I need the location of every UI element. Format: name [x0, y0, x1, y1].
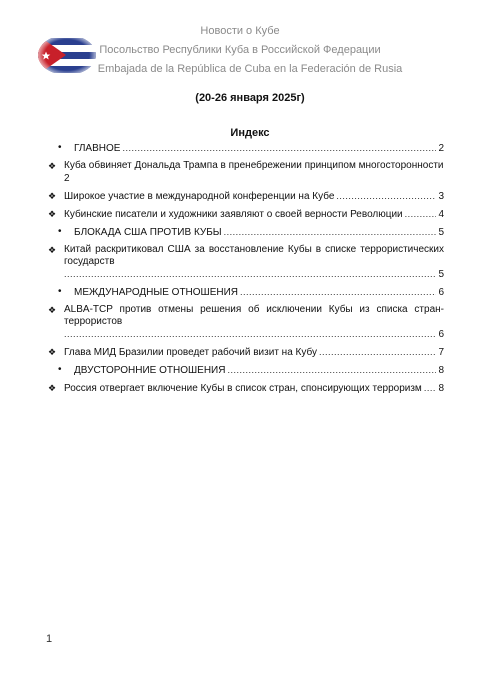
toc-section-label: МЕЖДУНАРОДНЫЕ ОТНОШЕНИЯ — [74, 287, 239, 298]
bullet-icon: • — [58, 286, 62, 297]
diamond-bullet-icon: ❖ — [48, 383, 57, 393]
toc-page-number: 3 — [438, 191, 444, 202]
toc-item[interactable] — [48, 160, 444, 185]
header-embassy-es: Embajada de la República de Cuba en la Federación de Rusia — [97, 63, 403, 75]
toc-item-label: Россия отвергает включение Кубы в список стран, спонсирующих терроризм — [64, 383, 422, 394]
diamond-bullet-icon: ❖ — [48, 305, 57, 315]
dot-leader — [319, 346, 436, 358]
toc-item[interactable] — [48, 304, 444, 341]
toc-page-number: 8 — [438, 365, 444, 376]
toc-item-label: Китай раскритиковал США за восстановление Кубы в списке террористических государств — [64, 244, 444, 267]
toc-section-label: ГЛАВНОЕ — [74, 143, 121, 154]
diamond-bullet-icon: ❖ — [48, 245, 57, 255]
toc-title: Индекс — [230, 127, 270, 139]
toc-page-number: 6 — [438, 329, 444, 340]
toc-section[interactable] — [48, 142, 444, 155]
toc-item-label: Кубинские писатели и художники заявляют о своей верности Революции — [64, 209, 403, 220]
dot-leader — [227, 364, 436, 376]
dot-leader — [240, 286, 436, 298]
dot-leader — [424, 382, 437, 394]
date-range: (20-26 января 2025г) — [195, 92, 305, 104]
dot-leader — [64, 328, 436, 340]
toc-page-number: 8 — [438, 383, 444, 394]
toc-page-number: 6 — [438, 287, 444, 298]
dot-leader — [336, 190, 436, 202]
toc-item[interactable] — [48, 382, 444, 395]
toc-section[interactable] — [48, 226, 444, 239]
table-of-contents — [48, 142, 444, 400]
toc-item-label: Широкое участие в международной конференции на Кубе — [64, 191, 335, 202]
bullet-icon: • — [58, 142, 62, 153]
toc-item[interactable] — [48, 244, 444, 281]
diamond-bullet-icon: ❖ — [48, 347, 57, 357]
bullet-icon: • — [58, 364, 62, 375]
toc-item-label: Куба обвиняет Дональда Трампа в пренебрежении принципом многосторонности — [64, 160, 444, 171]
toc-item[interactable] — [48, 208, 444, 221]
dot-leader — [64, 268, 436, 280]
toc-section-label: БЛОКАДА США ПРОТИВ КУБЫ — [74, 227, 222, 238]
toc-item-label: ALBA-TCP против отмены решения об исключении Кубы из списка стран-террористов — [64, 304, 444, 327]
diamond-bullet-icon: ❖ — [48, 191, 57, 201]
toc-page-number: 2 — [438, 143, 444, 154]
toc-item[interactable] — [48, 190, 444, 203]
bullet-icon: • — [58, 226, 62, 237]
page-number: 1 — [46, 633, 53, 645]
toc-page-number: 4 — [438, 209, 444, 220]
toc-section[interactable] — [48, 364, 444, 377]
toc-section[interactable] — [48, 286, 444, 299]
toc-item-label: Глава МИД Бразилии проведет рабочий визит на Кубу — [64, 347, 317, 358]
toc-page-number: 7 — [438, 347, 444, 358]
toc-page-number: 5 — [438, 269, 444, 280]
dot-leader — [224, 226, 437, 238]
toc-item[interactable] — [48, 346, 444, 359]
toc-page-number: 2 — [64, 173, 70, 184]
toc-section-label: ДВУСТОРОННИЕ ОТНОШЕНИЯ — [74, 365, 226, 376]
toc-page-number: 5 — [438, 227, 444, 238]
dot-leader — [405, 208, 437, 220]
diamond-bullet-icon: ❖ — [48, 209, 57, 219]
header-title: Новости о Кубе — [200, 25, 280, 37]
dot-leader — [122, 142, 436, 154]
header-embassy-ru: Посольство Республики Куба в Российской Федерации — [99, 44, 381, 56]
diamond-bullet-icon: ❖ — [48, 161, 57, 171]
document-header — [0, 22, 480, 79]
